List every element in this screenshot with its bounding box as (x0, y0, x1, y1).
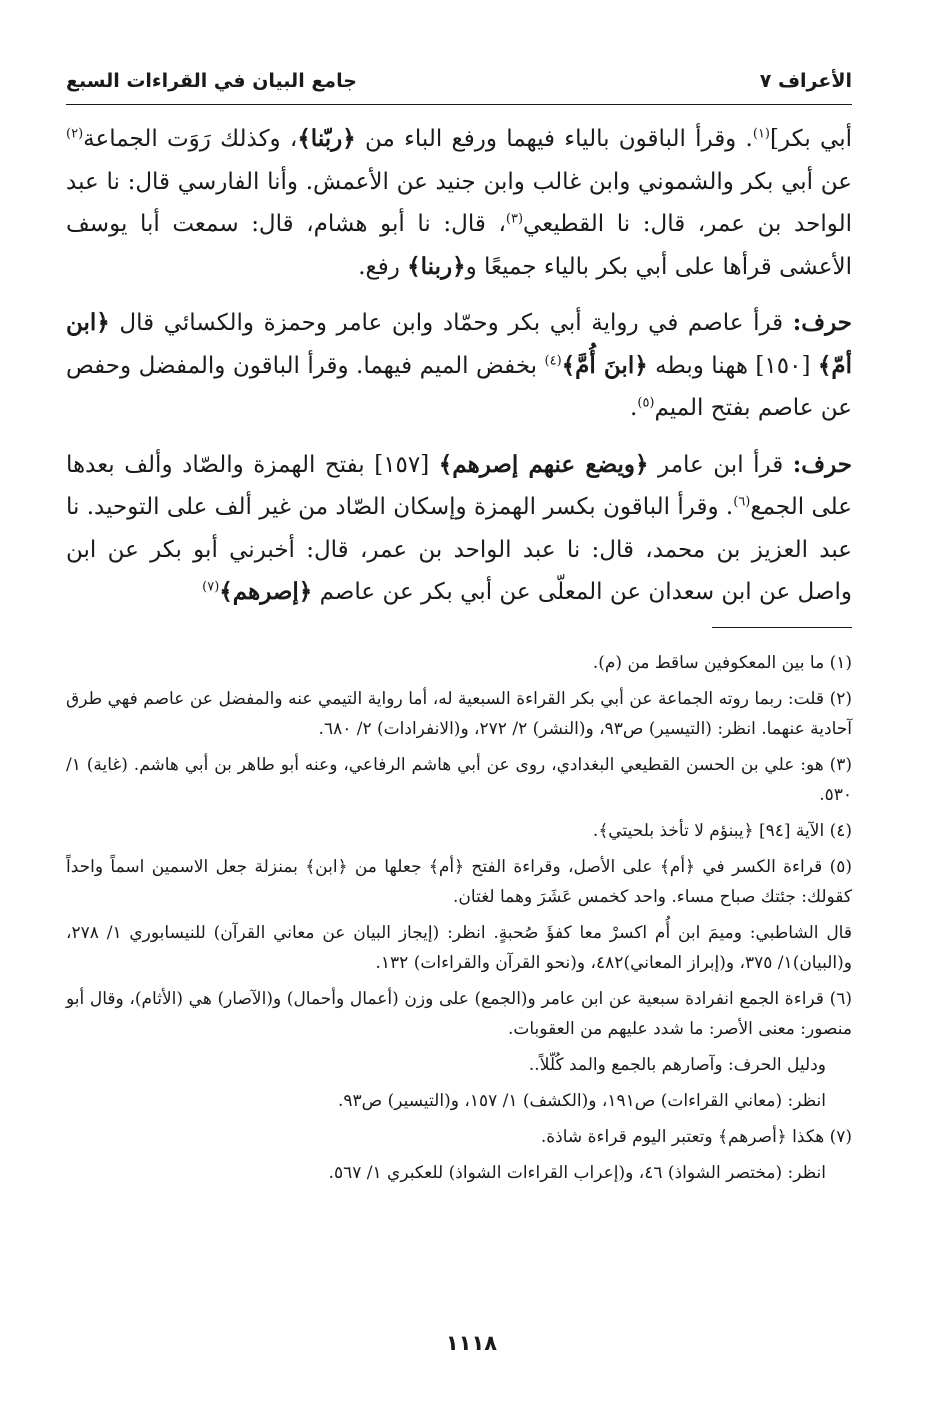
surah-label: الأعراف ٧ (759, 70, 852, 92)
footnote-ref-5[interactable]: (٥) (637, 395, 655, 411)
footnote-6: (٦) قراءة الجمع انفرادة سبعية عن ابن عامر و(الجمع) على وزن (أعمال وأحمال) و(الآصار) هي (الأثام)، وقال أبو منصور: معنى الأصر: ما شدد عليهم من العقوبات. (66, 989, 852, 1039)
footnote-7-sources: انظر: (مختصر الشواذ) ٤٦، و(إعراب القراءات الشواذ) للعكبري ١/ ٥٦٧. (328, 1163, 826, 1183)
footnote-ref-7[interactable]: (٧) (202, 579, 220, 595)
footnote-3: (٣) هو: علي بن الحسن القطيعي البغدادي، روى عن أبي هاشم الرفاعي، وعنه أبو طاهر بن أبي هاشم. (غاية) ١/ ٥٣٠. (66, 755, 852, 805)
footnote-6-evidence: ودليل الحرف: وآصارهم بالجمع والمد كُلّلاً.. (528, 1055, 826, 1075)
paragraph-1: أبي بكر]$^{(١)}$. وقرأ الباقون بالياء فيهما ورفع الباء من ﴿ربّنا﴾، وكذلك رَوَت الجماعة$^{(٢)}$ عن أبي بكر والشموني وابن غالب وابن جنيد عن الأعمش. وأنا الفارسي قال: نا عبد الواحد بن عمر، قال: نا القطيعي$^{(٣)}$، قال: نا أبو هشام، قال: سمعت أبا يوسف الأعشى قرأها على أبي بكر بالياء جميعًا و﴿ربنا﴾ رفع. (66, 125, 852, 280)
footnote-rule (712, 627, 852, 628)
quran-quote: ﴿ويضع عنهم إصرهم﴾ (438, 450, 649, 478)
quran-quote: ﴿ربنا﴾ (407, 252, 466, 280)
book-title: جامع البيان في القراءات السبع (66, 70, 357, 92)
footnote-ref-6[interactable]: (٦) (733, 494, 751, 510)
footnote-4: (٤) الآية [٩٤] ﴿يبنؤم لا تأخذ بلحيتي﴾. (592, 821, 852, 841)
footnote-7: (٧) هكذا ﴿أصرهم﴾ وتعتبر اليوم قراءة شاذة. (540, 1127, 852, 1147)
page-number: ١١١٨ (445, 1331, 498, 1355)
quran-quote: ﴿ربّنا﴾ (297, 125, 356, 152)
running-header (66, 66, 852, 102)
footnote-ref-4[interactable]: (٤) (544, 352, 562, 368)
main-text (66, 118, 852, 614)
footnote-6-sources: انظر: (معاني القراءات) ص١٩١، و(الكشف) ١/ ١٥٧، و(التيسير) ص٩٣. (337, 1091, 826, 1111)
footnote-ref-3[interactable]: (٣) (505, 211, 524, 227)
quran-quote: ﴿إصرهم﴾ (219, 578, 313, 605)
footnote-5: (٥) قراءة الكسر في ﴿أم﴾ على الأصل، وقراءة الفتح ﴿أم﴾ جعلها من ﴿ابن﴾ بمنزلة جعل الاسمين اسماً واحداً كقولك: جئتك صباح مساء. واحد كخمس عَشَرَ وهما لغتان. (66, 857, 852, 907)
quran-quote: ﴿ابن أمّ﴾ (66, 309, 852, 379)
footnotes (66, 648, 852, 1194)
footnote-5-continuation: قال الشاطبي: وميمَ ابن أُم اكسرْ معا كفؤَ صُحبةٍ. انظر: (إيجاز البيان عن معاني القرآن) للنيسابوري ١/ ٢٧٨، و(البيان)١/ ٣٧٥، و(إبراز المعاني)٤٨٢، و(نحو القرآن والقراءات) ١٣٢. (66, 923, 852, 973)
paragraph-3: حرف: قرأ ابن عامر ﴿ويضع عنهم إصرهم﴾ [١٥٧] بفتح الهمزة والصّاد وألف بعدها على الجمع$^{(٦)}$. وقرأ الباقون بكسر الهمزة وإسكان الصّاد من غير ألف على التوحيد. نا عبد العزيز بن محمد، قال: نا عبد الواحد بن عمر، قال: أخبرني أبو بكر عن ابن واصل عن ابن سعدان عن المعلّى عن أبي بكر عن عاصم ﴿إصرهم﴾$^{(٧)}$ (66, 450, 852, 605)
header-rule (66, 104, 852, 105)
harf-label: حرف: (792, 450, 852, 478)
paragraph-2: حرف: قرأ عاصم في رواية أبي بكر وحمّاد وابن عامر وحمزة والكسائي قال ﴿ابن أمّ﴾ [١٥٠] ههنا وبطه ﴿ابنَ أُمَّ﴾$^{(٤)}$ بخفض الميم فيهما. وقرأ الباقون والمفضل وحفص عن عاصم بفتح الميم$^{(٥)}$. (66, 309, 852, 421)
footnote-ref-1[interactable]: (١) (752, 126, 770, 142)
footnote-2: (٢) قلت: ربما روته الجماعة عن أبي بكر القراءة السبعية له، أما رواية التيمي عنه والمفضل عن عاصم فهي طرق آحادية عنهما. انظر: (التيسير) ص٩٣، و(النشر) ٢/ ٢٧٢، و(الانفرادات) ٢/ ٦٨٠. (66, 689, 852, 739)
quran-quote: ﴿ابنَ أُمَّ﴾ (561, 351, 648, 379)
harf-label: حرف: (792, 309, 852, 336)
footnote-ref-2[interactable]: (٢) (66, 126, 84, 142)
footnote-1: (١) ما بين المعكوفين ساقط من (م). (592, 653, 852, 673)
